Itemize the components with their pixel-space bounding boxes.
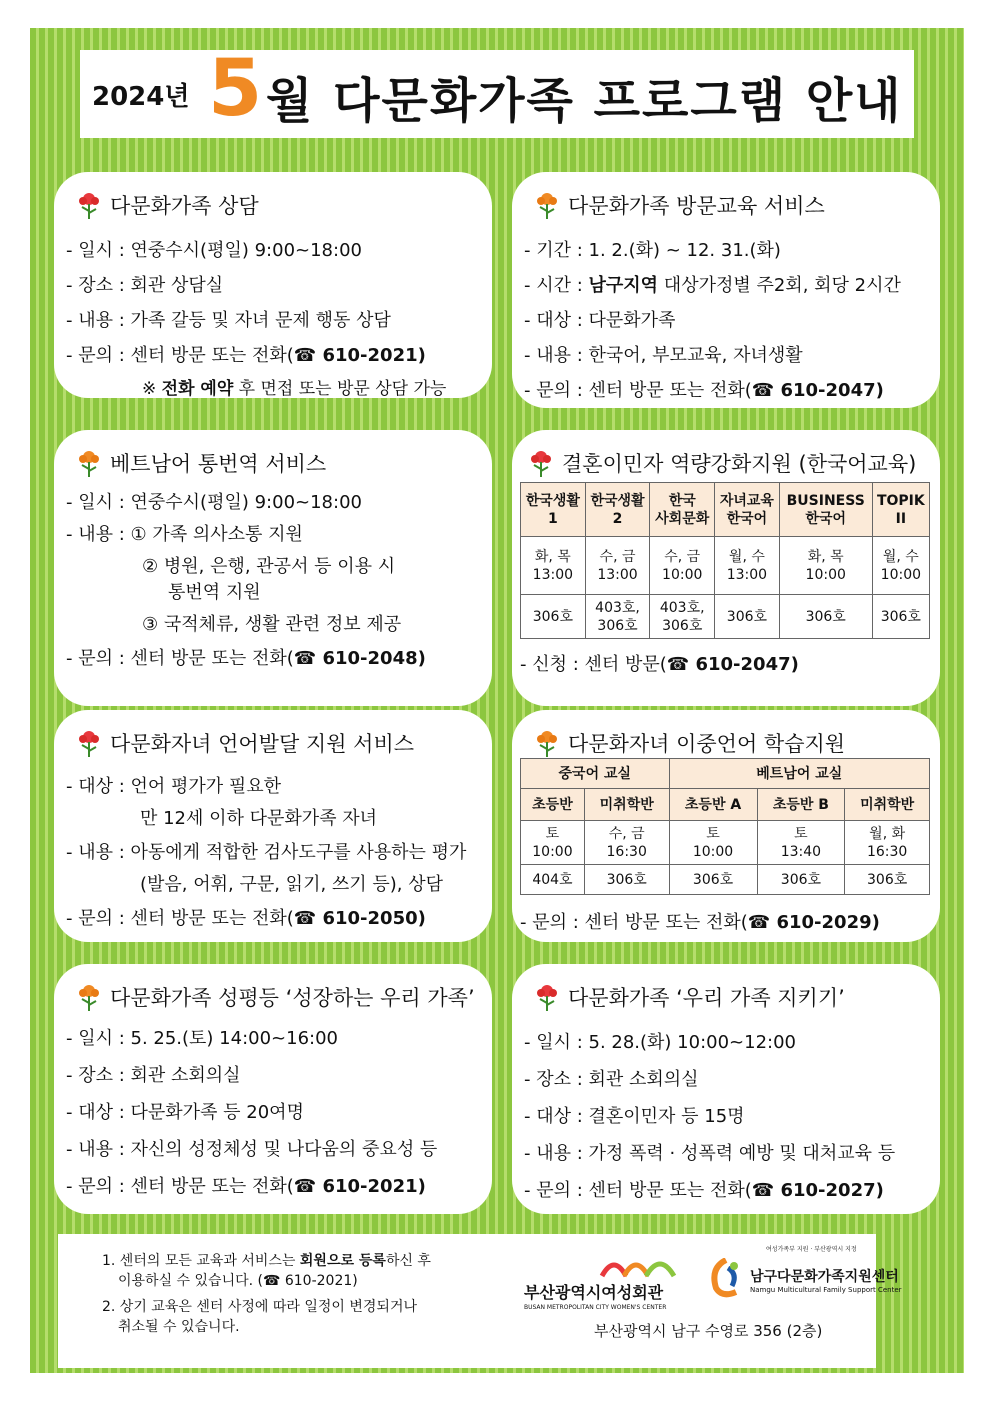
info-line: 통번역 지원 xyxy=(168,582,261,603)
class-header: 미취학반 xyxy=(845,789,930,821)
title-month: 5 xyxy=(208,44,263,134)
class-room: 306호 xyxy=(584,865,669,895)
info-line: - 내용 : ① 가족 의사소통 지원 xyxy=(66,524,303,545)
card-title: 다문화가족 상담 xyxy=(74,190,259,220)
info-line: - 시간 : 남구지역 대상가정별 주2회, 회당 2시간 xyxy=(524,275,901,296)
logo-support-text: 여성가족부 지원 · 부산광역시 지정 xyxy=(766,1246,857,1253)
class-header: 초등반 B xyxy=(757,789,845,821)
flower-icon xyxy=(526,449,556,477)
info-line: 만 12세 이하 다문화가족 자녀 xyxy=(140,808,378,829)
flower-icon xyxy=(532,191,562,219)
info-line: - 대상 : 결혼이민자 등 15명 xyxy=(524,1106,745,1127)
class-header: 미취학반 xyxy=(584,789,669,821)
class-room: 306호 xyxy=(779,595,872,639)
contact-line: - 문의 : 센터 방문 또는 전화(☎ 610-2050) xyxy=(66,908,426,929)
footer-note: 2. 상기 교육은 센터 사정에 따라 일정이 변경되거나 xyxy=(102,1299,417,1315)
class-room: 306호 xyxy=(845,865,930,895)
bilingual-class-table xyxy=(520,758,930,895)
info-line: - 대상 : 다문화가족 등 20여명 xyxy=(66,1102,304,1123)
class-time: 수, 금 10:00 xyxy=(650,537,715,595)
info-line: ② 병원, 은행, 관공서 등 이용 시 xyxy=(142,556,396,577)
footer-panel xyxy=(58,1234,902,1368)
card-title: 다문화자녀 이중언어 학습지원 xyxy=(532,728,845,758)
class-time: 수, 금 16:30 xyxy=(584,821,669,865)
info-line: - 일시 : 연중수시(평일) 9:00~18:00 xyxy=(66,492,362,513)
logo-family-center: 남구다문화가족지원센터 xyxy=(750,1269,899,1285)
poster-background xyxy=(30,28,964,1373)
class-room: 403호, 306호 xyxy=(585,595,650,639)
info-line: - 장소 : 회관 상담실 xyxy=(66,275,224,296)
flower-icon xyxy=(532,729,562,757)
contact-line: - 문의 : 센터 방문 또는 전화(☎ 610-2029) xyxy=(520,912,880,933)
info-line: - 장소 : 회관 소회의실 xyxy=(66,1065,241,1086)
contact-line: - 문의 : 센터 방문 또는 전화(☎ 610-2047) xyxy=(524,380,884,401)
card-title: 다문화가족 방문교육 서비스 xyxy=(532,190,825,220)
info-line: - 기간 : 1. 2.(화) ~ 12. 31.(화) xyxy=(524,240,781,261)
card-language-development xyxy=(54,710,492,942)
class-time: 토 10:00 xyxy=(521,821,585,865)
card-title: 결혼이민자 역량강화지원 (한국어교육) xyxy=(526,448,916,478)
class-time: 토 10:00 xyxy=(669,821,757,865)
center-address: 부산광역시 남구 수영로 356 (2층) xyxy=(594,1322,823,1340)
card-title: 다문화자녀 언어발달 지원 서비스 xyxy=(74,728,414,758)
info-line: - 내용 : 한국어, 부모교육, 자녀생활 xyxy=(524,345,803,366)
class-time: 수, 금 13:00 xyxy=(585,537,650,595)
class-room: 306호 xyxy=(872,595,929,639)
info-line: - 내용 : 아동에게 적합한 검사도구를 사용하는 평가 xyxy=(66,842,467,863)
logo-womens-center: 부산광역시여성회관 xyxy=(524,1283,664,1302)
footer-note: 취소될 수 있습니다. xyxy=(118,1319,240,1335)
info-line: - 내용 : 가족 갈등 및 자녀 문제 행동 상담 xyxy=(66,310,391,331)
class-room: 404호 xyxy=(521,865,585,895)
card-title: 베트남어 통번역 서비스 xyxy=(74,448,326,478)
flower-icon xyxy=(74,449,104,477)
card-gender-equality xyxy=(54,964,492,1214)
card-title: 다문화가족 성평등 ‘성장하는 우리 가족’ xyxy=(74,982,475,1012)
class-time: 화, 목 10:00 xyxy=(779,537,872,595)
flower-icon xyxy=(74,729,104,757)
info-line: - 내용 : 자신의 성정체성 및 나다움의 중요성 등 xyxy=(66,1139,438,1160)
title-banner xyxy=(80,44,914,138)
class-room: 306호 xyxy=(669,865,757,895)
info-line: - 대상 : 언어 평가가 필요한 xyxy=(66,776,282,797)
info-line: - 내용 : 가정 폭력 · 성폭력 예방 및 대처교육 등 xyxy=(524,1143,896,1164)
class-room: 306호 xyxy=(757,865,845,895)
class-time: 월, 수 10:00 xyxy=(872,537,929,595)
class-room: 306호 xyxy=(715,595,780,639)
info-line: - 일시 : 연중수시(평일) 9:00~18:00 xyxy=(66,240,362,261)
info-line: ③ 국적체류, 생활 관련 정보 제공 xyxy=(142,614,402,635)
footer-note: 1. 센터의 모든 교육과 서비스는 회원으로 등록하신 후 xyxy=(102,1253,431,1269)
apply-line: - 신청 : 센터 방문(☎ 610-2047) xyxy=(520,654,799,675)
class-time: 월, 화 16:30 xyxy=(845,821,930,865)
card-counseling xyxy=(54,172,492,398)
logo-family-center-en: Namgu Multicultural Family Support Center xyxy=(750,1286,902,1294)
korean-class-table xyxy=(520,482,930,639)
class-header: 초등반 xyxy=(521,789,585,821)
womens-center-logo-icon xyxy=(598,1252,688,1278)
info-line: - 장소 : 회관 소회의실 xyxy=(524,1069,699,1090)
page-title: 월 다문화가족 프로그램 안내 xyxy=(266,73,903,129)
class-header: 자녀교육 한국어 xyxy=(715,483,780,537)
flower-icon xyxy=(74,983,104,1011)
class-header: 한국생활 2 xyxy=(585,483,650,537)
class-room: 403호, 306호 xyxy=(650,595,715,639)
card-home-visit xyxy=(512,172,940,408)
contact-line: - 문의 : 센터 방문 또는 전화(☎ 610-2021) xyxy=(66,345,426,366)
info-line: - 일시 : 5. 25.(토) 14:00~16:00 xyxy=(66,1028,339,1049)
info-line: (발음, 어휘, 구문, 읽기, 쓰기 등), 상담 xyxy=(140,874,444,895)
footer-note: 이용하실 수 있습니다. (☎ 610-2021) xyxy=(118,1273,358,1289)
info-line: - 대상 : 다문화가족 xyxy=(524,310,676,331)
class-time: 화, 목 13:00 xyxy=(521,537,586,595)
card-vietnamese-interpretation xyxy=(54,430,492,706)
class-header: BUSINESS 한국어 xyxy=(779,483,872,537)
class-header: 한국 사회문화 xyxy=(650,483,715,537)
class-time: 토 13:40 xyxy=(757,821,845,865)
class-header: TOPIK II xyxy=(872,483,929,537)
class-room: 306호 xyxy=(521,595,586,639)
reservation-note: ※ 전화 예약 후 면접 또는 방문 상담 가능 xyxy=(142,379,447,399)
group-header: 베트남어 교실 xyxy=(669,759,929,789)
flower-icon xyxy=(532,983,562,1011)
flower-icon xyxy=(74,191,104,219)
class-header: 초등반 A xyxy=(669,789,757,821)
contact-line: - 문의 : 센터 방문 또는 전화(☎ 610-2027) xyxy=(524,1180,884,1201)
card-korean-education xyxy=(512,430,940,706)
info-line: - 일시 : 5. 28.(화) 10:00~12:00 xyxy=(524,1032,797,1053)
card-bilingual xyxy=(512,710,940,942)
card-title: 다문화가족 ‘우리 가족 지키기’ xyxy=(532,982,845,1012)
contact-line: - 문의 : 센터 방문 또는 전화(☎ 610-2048) xyxy=(66,648,426,669)
card-family-protection xyxy=(512,964,940,1214)
contact-line: - 문의 : 센터 방문 또는 전화(☎ 610-2021) xyxy=(66,1176,426,1197)
family-center-logo-icon xyxy=(708,1258,744,1298)
class-time: 월, 수 13:00 xyxy=(715,537,780,595)
title-year: 2024년 xyxy=(92,82,190,112)
class-header: 한국생활 1 xyxy=(521,483,586,537)
logo-womens-center-en: BUSAN METROPOLITAN CITY WOMEN'S CENTER xyxy=(524,1304,667,1311)
group-header: 중국어 교실 xyxy=(521,759,670,789)
